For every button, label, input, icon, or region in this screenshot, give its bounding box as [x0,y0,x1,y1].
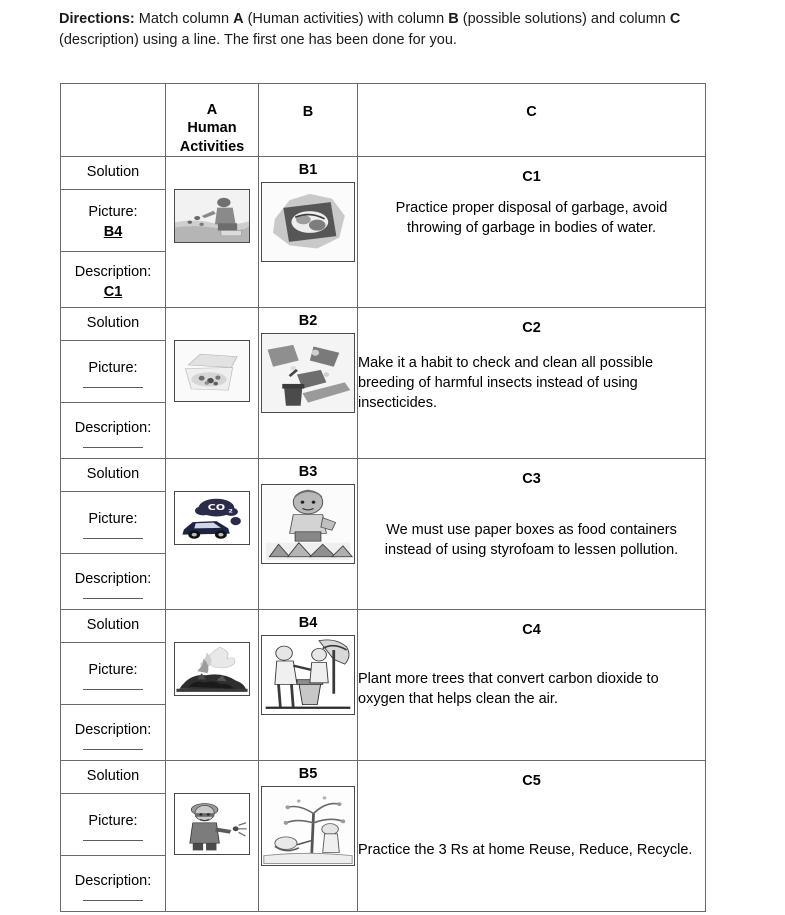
column-a-cell [166,610,259,761]
answer-description-blank[interactable] [83,447,143,448]
solution-tag: B3 [298,464,318,481]
human-activity-image [174,491,250,545]
table-header-row [61,84,706,157]
label-solution-text: Solution [86,768,140,785]
directions-paragraph [59,9,709,50]
column-c-cell [358,459,706,610]
svg-text:2: 2 [228,509,233,515]
description-tag: C1 [522,169,541,186]
header-cell-b [259,84,358,157]
human-activity-image [174,642,250,696]
answer-picture-blank[interactable] [83,538,143,539]
solution-image [261,182,355,262]
label-description-text: Description: [74,722,152,739]
label-solution-text: Solution [86,315,140,332]
label-description [61,252,165,307]
column-b-cell [259,610,358,761]
label-picture-text: Picture: [88,511,138,528]
row-answer-cell [61,761,166,912]
label-solution-text: Solution [86,466,140,483]
label-picture [61,492,165,554]
svg-text:CO: CO [207,503,226,513]
label-solution [61,610,165,643]
label-description-text: Description: [74,420,152,437]
directions-text-2: (Human activities) with column [243,11,449,27]
solution-image [261,484,355,564]
label-picture-text: Picture: [88,360,138,377]
solution-tag: B4 [298,615,318,632]
directions-text-3: (possible solutions) and column [458,11,670,27]
table-row [61,610,706,761]
header-a-title-line2: Activities [179,138,245,155]
answer-description-value: C1 [103,284,123,301]
answer-picture-blank[interactable] [83,840,143,841]
directions-text-1: Match column [134,11,234,27]
header-cell-c [358,84,706,157]
label-solution-text: Solution [86,164,140,181]
description-text: We must use paper boxes as food containers instead of using styrofoam to lessen pollution. [384,522,679,558]
label-picture [61,794,165,856]
column-a-cell [166,308,259,459]
directions-text-4: (description) using a line. The first one has been done for you. [59,31,457,48]
human-activity-image [174,189,250,243]
label-picture [61,643,165,705]
label-picture-text: Picture: [88,204,138,221]
description-tag: C5 [522,773,541,790]
column-b-cell [259,308,358,459]
column-b-cell [259,459,358,610]
label-solution [61,761,165,794]
column-c-cell [358,761,706,912]
description-tag: C3 [522,471,541,488]
row-answer-cell [61,157,166,308]
label-description [61,554,165,609]
solution-tag: B1 [298,162,318,179]
directions-col-c: C [669,11,681,27]
directions-label: Directions: [59,11,135,27]
column-b-cell [259,761,358,912]
description-tag: C4 [522,622,541,639]
label-picture-text: Picture: [88,662,138,679]
header-c-letter: C [526,104,537,120]
header-cell-blank [61,84,166,157]
label-picture-text: Picture: [88,813,138,830]
row-answer-cell [61,308,166,459]
solution-image [261,333,355,413]
label-description-text: Description: [74,571,152,588]
directions-col-a: A [233,11,244,27]
table-row [61,761,706,912]
column-a-cell [166,459,259,610]
column-a-cell [166,761,259,912]
directions-col-b: B [448,11,459,27]
description-tag: C2 [522,320,541,337]
row-answer-cell [61,610,166,761]
column-a-cell [166,157,259,308]
label-solution-text: Solution [86,617,140,634]
answer-picture-blank[interactable] [83,689,143,690]
solution-image [261,786,355,866]
column-c-cell [358,157,706,308]
description-text: Make it a habit to check and clean all possible breeding of harmful insects instead of using insecticides. [358,355,654,411]
label-description-text: Description: [74,873,152,890]
matching-table [60,83,706,912]
answer-picture-value: B4 [103,224,123,241]
label-description-text: Description: [74,264,152,281]
table-row [61,308,706,459]
label-description [61,856,165,911]
answer-description-blank[interactable] [83,598,143,599]
header-a-letter: A [206,102,218,118]
answer-description-blank[interactable] [83,749,143,750]
label-solution [61,459,165,492]
human-activity-image [174,793,250,855]
solution-image [261,635,355,715]
header-b-letter: B [302,104,314,120]
solution-tag: B2 [298,313,318,330]
answer-description-blank[interactable] [83,900,143,901]
label-picture [61,190,165,252]
label-description [61,403,165,458]
answer-picture-blank[interactable] [83,387,143,388]
column-b-cell [259,157,358,308]
label-description [61,705,165,760]
label-solution [61,157,165,190]
table-row [61,157,706,308]
label-solution [61,308,165,341]
description-text: Practice proper disposal of garbage, avoid throwing of garbage in bodies of water. [395,200,668,236]
column-c-cell [358,308,706,459]
human-activity-image [174,340,250,402]
column-c-cell [358,610,706,761]
solution-tag: B5 [298,766,318,783]
row-answer-cell [61,459,166,610]
table-row [61,459,706,610]
header-a-title-line1: Human [187,120,237,137]
description-text: Practice the 3 Rs at home Reuse, Reduce, Recycle. [358,842,693,859]
header-cell-a [166,84,259,157]
description-text: Plant more trees that convert carbon dioxide to oxygen that helps clean the air. [358,671,659,707]
label-picture [61,341,165,403]
